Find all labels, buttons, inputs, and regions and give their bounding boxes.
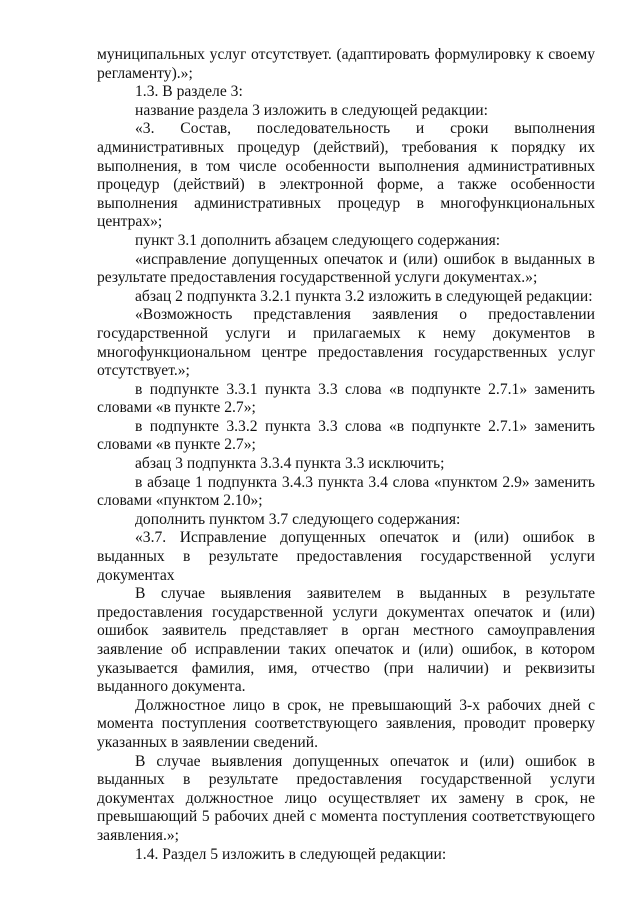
paragraph-12: в абзаце 1 подпункта 3.4.3 пункта 3.4 слова «пунктом 2.9» заменить словами «пунктом 2.10»; — [97, 473, 595, 510]
paragraph-14: «3.7. Исправление допущенных опечаток и (или) ошибок в выданных в результате предоставления государственной услуги документах — [97, 529, 595, 584]
paragraph-3: название раздела 3 изложить в следующей редакции: — [135, 101, 488, 119]
paragraph-13: дополнить пунктом 3.7 следующего содержания: — [135, 510, 461, 528]
paragraph-6: «исправление допущенных опечаток и (или) ошибок в выданных в результате предоставления государственной услуги документах.»; — [97, 250, 595, 287]
paragraph-7: абзац 2 подпункта 3.2.1 пункта 3.2 изложить в следующей редакции: — [135, 287, 593, 305]
paragraph-2: 1.3. В разделе 3: — [135, 83, 243, 101]
paragraph-11: абзац 3 подпункта 3.3.4 пункта 3.3 исключить; — [135, 455, 445, 473]
paragraph-16: Должностное лицо в срок, не превышающий 3-х рабочих дней с момента поступления соответствующего заявления, проводит проверку указанных в заявлении сведений. — [97, 696, 595, 751]
paragraph-17: В случае выявления допущенных опечаток и (или) ошибок в выданных в результате предоставления государственной услуги документах должностное лицо осуществляет их замену в срок, не превышающий 5 рабочих дней с момента поступления соответствующего заявления.»; — [97, 752, 595, 844]
paragraph-10: в подпункте 3.3.2 пункта 3.3 слова «в подпункте 2.7.1» заменить словами «в пункте 2.7»; — [97, 417, 595, 454]
paragraph-8: «Возможность представления заявления о предоставлении государственной услуги и прилагаемых к нему документов в многофункциональном центре предоставления государственных услуг отсутствует.»; — [97, 306, 595, 380]
paragraph-5: пункт 3.1 дополнить абзацем следующего содержания: — [135, 231, 501, 249]
paragraph-1: муниципальных услуг отсутствует. (адаптировать формулировку к своему регламенту).»; — [97, 46, 595, 82]
paragraph-9: в подпункте 3.3.1 пункта 3.3 слова «в подпункте 2.7.1» заменить словами «в пункте 2.7»; — [97, 380, 595, 417]
paragraph-18: 1.4. Раздел 5 изложить в следующей редакции: — [135, 845, 447, 863]
paragraph-15: В случае выявления заявителем в выданных в результате предоставления государственной услуги документах опечаток и (или) ошибок заявитель представляет в орган местного самоуправления заявление об исправлении таких опечаток и (или) ошибок, в котором указывается фамилия, имя, отчество (при наличии) и реквизиты выданного документа. — [97, 585, 595, 696]
document-page — [97, 46, 595, 864]
paragraph-4: «3. Состав, последовательность и сроки выполнения административных процедур (действий), требования к порядку их выполнения, в том числе особенности выполнения административных процедур (действий) в электронной форме, а также особенности выполнения административных процедур в многофункциональных центрах»; — [97, 120, 595, 231]
